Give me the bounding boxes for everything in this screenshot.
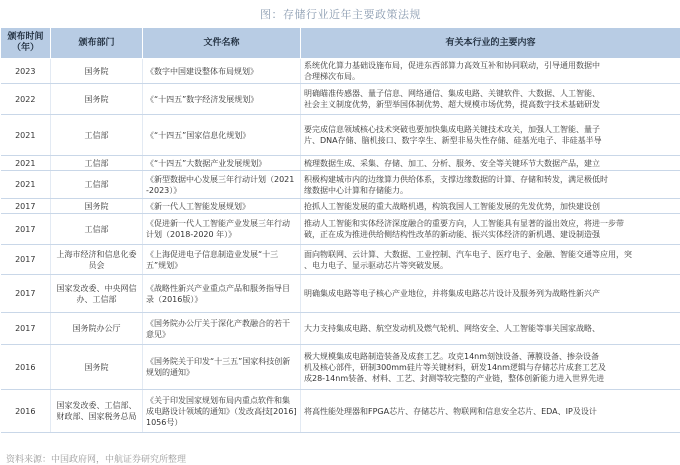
cell-dept: 国务院 xyxy=(51,199,143,214)
cell-content xyxy=(301,84,680,115)
cell-year: 2017 xyxy=(1,313,51,345)
content-line: 合理梯次布局。 xyxy=(304,71,677,82)
cell-doc: 《国务院关于印发“十三五”国家科技创新规划的通知》 xyxy=(143,345,301,390)
table-row xyxy=(1,199,680,214)
cell-doc: 《战略性新兴产业重点产品和服务指导目录（2016版）》 xyxy=(143,275,301,313)
table-row xyxy=(1,214,680,245)
cell-dept: 国务院 xyxy=(51,84,143,115)
table-row xyxy=(1,390,680,433)
policy-table xyxy=(0,27,680,433)
cell-year: 2023 xyxy=(1,59,51,84)
content-line: 明确瞄准传感器、量子信息、网络通信、集成电路、关键软件、大数据、人工智能、 xyxy=(304,88,677,99)
content-line: 成28-14nm装备、材料、工艺、封测等较完整的产业链，整体创新能力进入世界先进 xyxy=(304,373,677,384)
cell-dept: 国务院 xyxy=(51,345,143,390)
content-line: 推动人工智能和实体经济深度融合的重要方向，人工智能具有显著的溢出效应，将进一步带 xyxy=(304,218,677,229)
table-row xyxy=(1,84,680,115)
source-note: 资料来源：中国政府网，中航证券研究所整理 xyxy=(6,452,186,465)
content-line: 大力支持集成电路、航空发动机及燃气轮机、网络安全、人工智能等事关国家战略、 xyxy=(304,323,677,334)
cell-dept: 工信部 xyxy=(51,171,143,199)
cell-dept: 上海市经济和信息化委员会 xyxy=(51,245,143,275)
table-row xyxy=(1,171,680,199)
cell-doc: 《新型数据中心发展三年行动计划（2021-2023）》 xyxy=(143,171,301,199)
content-line: 面向物联网、云计算、大数据、工业控制、汽车电子、医疗电子、金融、智能交通等应用，突 xyxy=(304,249,677,260)
cell-dept: 国务院办公厅 xyxy=(51,313,143,345)
cell-content xyxy=(301,59,680,84)
content-line: 梳理数据生成、采集、存储、加工、分析、服务、安全等关键环节大数据产品，建立 xyxy=(304,158,677,169)
table-row xyxy=(1,59,680,84)
content-line: 极大规模集成电路制造装备及成套工艺。攻克14nm刻蚀设备、薄膜设备、掺杂设备 xyxy=(304,351,677,362)
cell-content xyxy=(301,171,680,199)
cell-content xyxy=(301,115,680,156)
table-row xyxy=(1,345,680,390)
content-line: 明确集成电路等电子核心产业地位，并将集成电路芯片设计及服务列为战略性新兴产 xyxy=(304,288,677,299)
cell-content xyxy=(301,199,680,214)
cell-doc: 《上海促进电子信息制造业发展“十三五”规划》 xyxy=(143,245,301,275)
header-doc: 文件名称 xyxy=(143,28,301,59)
cell-content xyxy=(301,156,680,171)
content-line: 片、DNA存储、脑机接口、数字孪生、新型非易失性存储、硅基光电子、非硅基半导 xyxy=(304,135,677,146)
cell-doc: 《“十四五”国家信息化规划》 xyxy=(143,115,301,156)
cell-content xyxy=(301,214,680,245)
cell-year: 2017 xyxy=(1,245,51,275)
cell-doc: 《关于印发国家规划布局内重点软件和集成电路设计领域的通知》（发改高技[2016]1056号） xyxy=(143,390,301,433)
cell-doc: 《国务院办公厅关于深化产教融合的若干意见》 xyxy=(143,313,301,345)
cell-doc: 《新一代人工智能发展规划》 xyxy=(143,199,301,214)
cell-year: 2016 xyxy=(1,390,51,433)
content-line: 、电力电子、显示驱动芯片等突破发展。 xyxy=(304,260,677,271)
cell-dept: 工信部 xyxy=(51,115,143,156)
table-row xyxy=(1,313,680,345)
table-caption: 图：存储行业近年主要政策法规 xyxy=(0,6,680,24)
content-line: 破，正在成为推进供给侧结构性改革的新动能、振兴实体经济的新机遇、建设制造强 xyxy=(304,229,677,240)
cell-dept: 工信部 xyxy=(51,214,143,245)
table-row xyxy=(1,245,680,275)
cell-doc: 《数字中国建设整体布局规划》 xyxy=(143,59,301,84)
table-row xyxy=(1,115,680,156)
cell-content xyxy=(301,313,680,345)
cell-doc: 《促进新一代人工智能产业发展三年行动计划（2018-2020 年）》 xyxy=(143,214,301,245)
content-line: 要完成信息领域核心技术突破也要加快集成电路关键技术攻关，加强人工智能、量子 xyxy=(304,124,677,135)
content-line: 系统优化算力基础设施布局，促进东西部算力高效互补和协同联动，引导通用数据中 xyxy=(304,60,677,71)
cell-year: 2017 xyxy=(1,199,51,214)
cell-year: 2021 xyxy=(1,171,51,199)
cell-year: 2021 xyxy=(1,156,51,171)
cell-doc: 《“十四五”数字经济发展规划》 xyxy=(143,84,301,115)
cell-content xyxy=(301,345,680,390)
cell-dept: 工信部 xyxy=(51,156,143,171)
cell-content xyxy=(301,275,680,313)
cell-content xyxy=(301,245,680,275)
header-dept: 颁布部门 xyxy=(51,28,143,59)
content-line: 缘数据中心计算和存储能力。 xyxy=(304,185,677,196)
content-line: 积极构建城市内的边缘算力供给体系，支撑边缘数据的计算、存储和转发，满足极低时 xyxy=(304,174,677,185)
header-year: 颁布时间（年） xyxy=(1,28,51,59)
cell-year: 2016 xyxy=(1,345,51,390)
cell-year: 2017 xyxy=(1,275,51,313)
cell-year: 2021 xyxy=(1,115,51,156)
cell-year: 2022 xyxy=(1,84,51,115)
cell-content xyxy=(301,390,680,433)
cell-dept: 国家发改委、工信部、财政部、国家税务总局 xyxy=(51,390,143,433)
content-line: 社会主义制度优势，新型举国体制优势、超大规模市场优势，提高数字技术基础研发 xyxy=(304,99,677,110)
cell-dept: 国务院 xyxy=(51,59,143,84)
cell-year: 2017 xyxy=(1,214,51,245)
content-line: 机及核心部件，研制300mm硅片等关键材料，研发14nm逻辑与存储芯片成套工艺及 xyxy=(304,362,677,373)
header-content: 有关本行业的主要内容 xyxy=(301,28,680,59)
table-row xyxy=(1,156,680,171)
cell-dept: 国家发改委、中央网信办、工信部 xyxy=(51,275,143,313)
table-row xyxy=(1,275,680,313)
cell-doc: 《“十四五”大数据产业发展规划》 xyxy=(143,156,301,171)
content-line: 将高性能处理器和FPGA芯片、存储芯片、物联网和信息安全芯片、EDA、IP及设计 xyxy=(304,406,677,417)
content-line: 抢抓人工智能发展的重大战略机遇，构筑我国人工智能发展的先发优势，加快建设创 xyxy=(304,201,677,212)
table-header-row xyxy=(1,28,680,59)
